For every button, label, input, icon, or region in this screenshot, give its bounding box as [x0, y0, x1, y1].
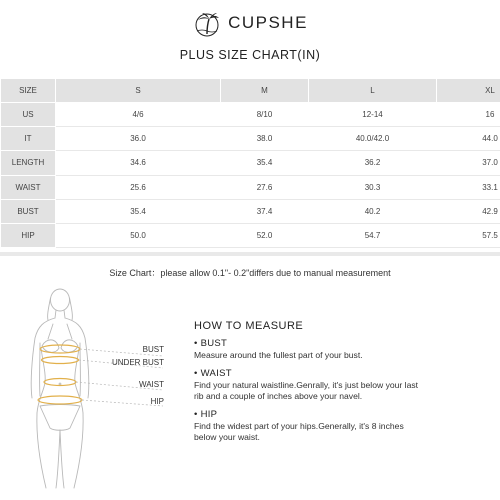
measure-item-desc: rib and a couple of inches above your navel. — [194, 391, 363, 401]
table-header-row — [1, 79, 500, 103]
row-label-cell: WAIST — [1, 175, 56, 199]
table-row — [1, 103, 500, 127]
table-cell: 35.4 — [221, 151, 309, 175]
how-to-measure-list — [194, 338, 494, 450]
measure-item-heading: • WAIST — [194, 368, 232, 379]
table-cell: 8/10 — [221, 103, 309, 127]
figure-label-hip: HIP — [150, 397, 164, 406]
table-cell: 42.9 — [437, 199, 500, 223]
table-cell: 12-14 — [309, 103, 437, 127]
table-cell: 40.0/42.0 — [309, 127, 437, 151]
row-label-cell: US — [1, 103, 56, 127]
table-cell: 33.1 — [437, 175, 500, 199]
table-cell: 52.0 — [221, 223, 309, 247]
table-cell: 44.0 — [437, 127, 500, 151]
measure-item-desc: Measure around the fullest part of your bust. — [194, 350, 363, 360]
table-row — [1, 127, 500, 151]
measure-item-bust — [194, 338, 494, 361]
measure-item-waist — [194, 368, 494, 402]
measure-item-desc: below your waist. — [194, 432, 260, 442]
table-cell: 50.0 — [56, 223, 221, 247]
figure-label-waist: WAIST — [138, 380, 164, 389]
measure-item-hip — [194, 409, 494, 443]
table-row — [1, 175, 500, 199]
header-cell: M — [221, 79, 309, 103]
table-cell: 30.3 — [309, 175, 437, 199]
table-cell: 27.6 — [221, 175, 309, 199]
table-cell: 36.0 — [56, 127, 221, 151]
body-measurement-figure — [18, 288, 168, 493]
table-row — [1, 223, 500, 247]
measure-item-heading: • BUST — [194, 338, 228, 349]
figure-label-under-bust: UNDER BUST — [111, 358, 164, 367]
measure-item-desc: Find your natural waistline.Genrally, it's just below your last — [194, 380, 419, 390]
section-divider — [0, 252, 500, 256]
table-cell: 4/6 — [56, 103, 221, 127]
measure-item-desc: Find the widest part of your hips.Generally, it's 8 inches — [194, 421, 404, 431]
figure-label-bust: BUST — [142, 345, 164, 354]
measurement-note: Size Chart：please allow 0.1"- 0.2"differs due to manual measurement — [109, 268, 391, 278]
chart-title: PLUS SIZE CHART(IN) — [179, 48, 321, 62]
table-cell: 37.0 — [437, 151, 500, 175]
table-cell: 25.6 — [56, 175, 221, 199]
row-label-cell: BUST — [1, 199, 56, 223]
table-cell: 37.4 — [221, 199, 309, 223]
table-cell: 38.0 — [221, 127, 309, 151]
table-cell: 57.5 — [437, 223, 500, 247]
table-row — [1, 199, 500, 223]
header-cell: XL — [437, 79, 500, 103]
size-chart-table — [0, 78, 500, 248]
brand-name: CUPSHE — [228, 13, 308, 32]
brand-header — [0, 8, 500, 38]
table-cell: 35.4 — [56, 199, 221, 223]
row-label-cell: LENGTH — [1, 151, 56, 175]
header-cell: SIZE — [1, 79, 56, 103]
palm-tree-icon — [192, 9, 222, 37]
header-cell: L — [309, 79, 437, 103]
row-label-cell: IT — [1, 127, 56, 151]
table-cell: 36.2 — [309, 151, 437, 175]
header-cell: S — [56, 79, 221, 103]
row-label-cell: HIP — [1, 223, 56, 247]
table-cell: 54.7 — [309, 223, 437, 247]
table-cell: 40.2 — [309, 199, 437, 223]
measure-item-heading: • HIP — [194, 409, 218, 420]
table-row — [1, 151, 500, 175]
how-to-measure-title: HOW TO MEASURE — [194, 320, 304, 332]
table-cell: 16 — [437, 103, 500, 127]
table-cell: 34.6 — [56, 151, 221, 175]
